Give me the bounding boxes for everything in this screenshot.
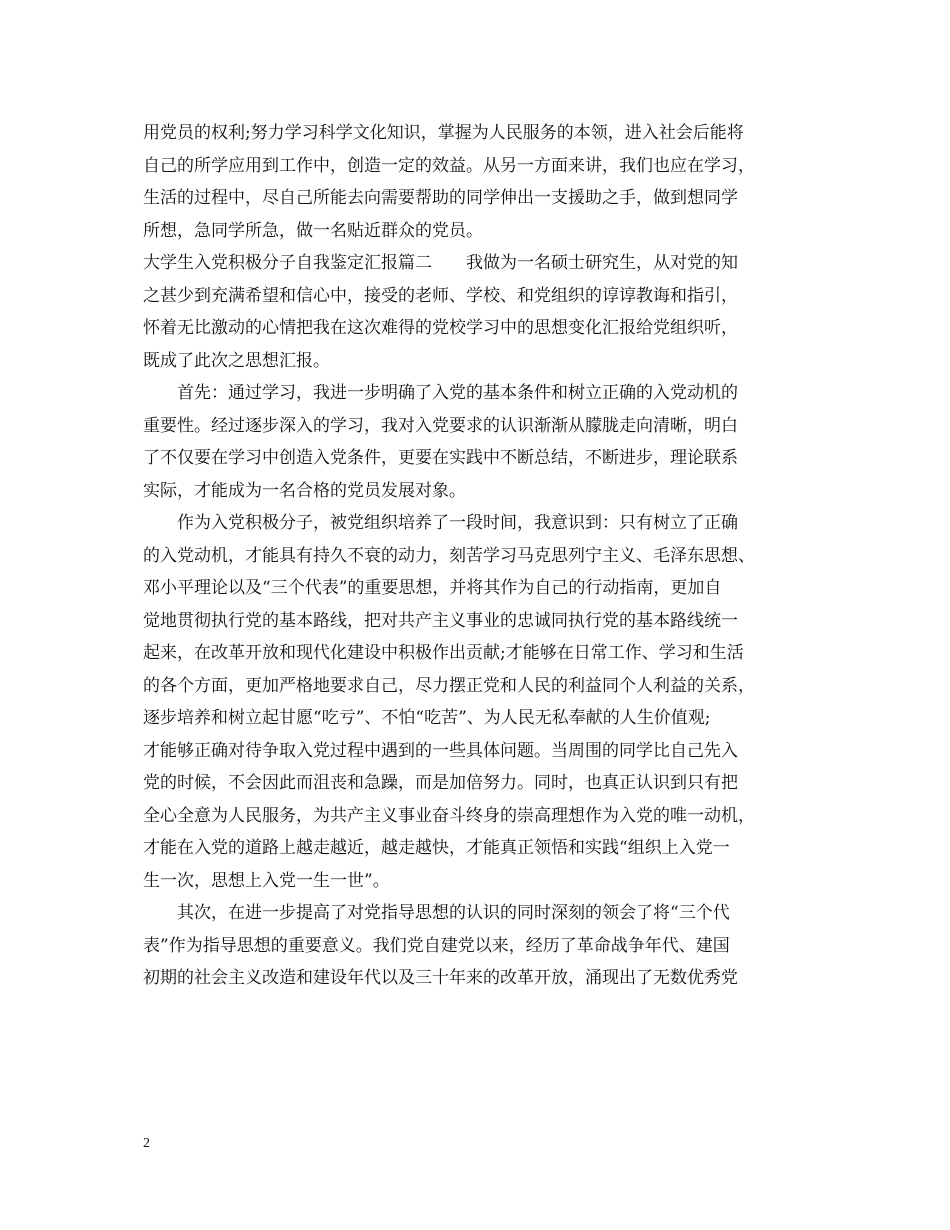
- text-line: 觉地贯彻执行党的基本路线，把对共产主义事业的忠诚同执行党的基本路线统一: [143, 610, 738, 631]
- text-line: 重要性。经过逐步深入的学习，我对入党要求的认识渐渐从朦胧走向清晰，明白: [143, 415, 738, 436]
- text-line: 大学生入党积极分子自我鉴定汇报篇二 我做为一名硕士研究生，从对党的知: [143, 253, 738, 273]
- text-line: 用党员的权利;努力学习科学文化知识，掌握为人民服务的本领，进入社会后能将: [143, 123, 744, 143]
- text-line: 的入党动机，才能具有持久不衰的动力，刻苦学习马克思列宁主义、毛泽东思想、: [143, 545, 755, 566]
- text-line: 全心全意为人民服务，为共产主义事业奋斗终身的崇高理想作为入党的唯一动机，: [143, 805, 755, 826]
- text-line: 既成了此次之思想汇报。: [143, 350, 330, 371]
- text-line: 自己的所学应用到工作中，创造一定的效益。从另一方面来讲，我们也应在学习，: [143, 155, 755, 176]
- text-line: 其次，在进一步提高了对党指导思想的认识的同时深刻的领会了将“三个代: [177, 903, 730, 923]
- text-line: 才能够正确对待争取入党过程中遇到的一些具体问题。当周围的同学比自己先入: [143, 740, 738, 761]
- text-line: 初期的社会主义改造和建设年代以及三十年来的改革开放，涌现出了无数优秀党: [143, 968, 738, 988]
- text-line: 邓小平理论以及“三个代表”的重要思想，并将其作为自己的行动指南，更加自: [143, 578, 722, 598]
- text-line: 的各个方面，更加严格地要求自己，尽力摆正党和人民的利益同个人利益的关系，: [143, 675, 755, 696]
- paragraph-second: [143, 897, 823, 995]
- text-line: 起来，在改革开放和现代化建设中积极作出贡献;才能够在日常工作、学习和生活: [143, 643, 744, 663]
- text-line: 怀着无比激动的心情把我在这次难得的党校学习中的思想变化汇报给党组织听，: [143, 318, 738, 338]
- text-line: 党的时候，不会因此而沮丧和急躁，而是加倍努力。同时，也真正认识到只有把: [143, 773, 738, 793]
- text-line: 实际，才能成为一名合格的党员发展对象。: [143, 480, 466, 501]
- paragraph-heading-intro: [143, 247, 823, 377]
- text-line: 表”作为指导思想的重要意义。我们党自建党以来，经历了革命战争年代、建国: [143, 935, 730, 956]
- document-body: [143, 117, 823, 995]
- text-line: 所想，急同学所急，做一名贴近群众的党员。: [143, 220, 483, 241]
- text-line: 首先：通过学习，我进一步明确了入党的基本条件和树立正确的入党动机的: [177, 383, 738, 403]
- paragraph-continuation: [143, 117, 823, 247]
- text-line: 作为入党积极分子，被党组织培养了一段时间，我意识到：只有树立了正确: [177, 513, 738, 533]
- text-line: 生一次，思想上入党一生一世”。: [143, 870, 390, 891]
- page-number: 2: [143, 1136, 150, 1151]
- paragraph-activist: [143, 507, 823, 897]
- text-line: 了不仅要在学习中创造入党条件，更要在实践中不断总结，不断进步，理论联系: [143, 448, 738, 468]
- text-line: 生活的过程中，尽自己所能去向需要帮助的同学伸出一支援助之手，做到想同学: [143, 188, 738, 208]
- text-line: 才能在入党的道路上越走越近，越走越快，才能真正领悟和实践“组织上入党一: [143, 838, 730, 858]
- text-line: 逐步培养和树立起甘愿“吃亏”、不怕“吃苦”、为人民无私奉献的人生价值观;: [143, 708, 711, 728]
- text-line: 之甚少到充满希望和信心中，接受的老师、学校、和党组织的谆谆教诲和指引，: [143, 285, 738, 306]
- paragraph-first: [143, 377, 823, 507]
